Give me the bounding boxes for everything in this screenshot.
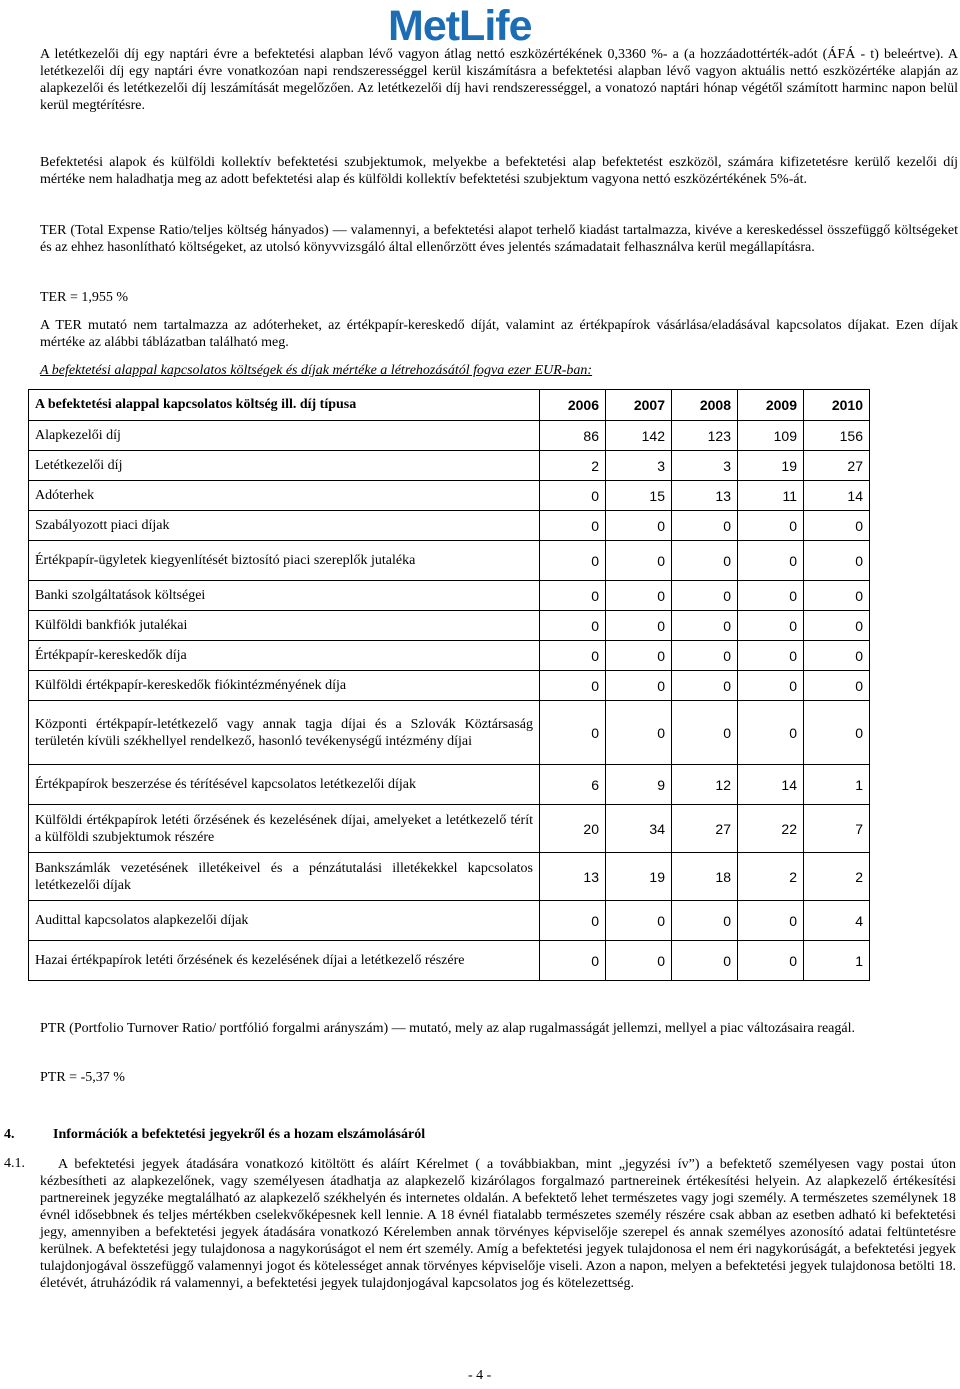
row-value: 9 — [606, 765, 672, 805]
row-value: 0 — [606, 641, 672, 671]
table-row — [29, 701, 870, 765]
row-value: 109 — [738, 421, 804, 451]
row-value: 0 — [672, 701, 738, 765]
row-label: Értékpapír-kereskedők díja — [29, 641, 540, 671]
row-value: 0 — [606, 701, 672, 765]
row-value: 0 — [672, 581, 738, 611]
row-value: 7 — [804, 805, 870, 853]
row-value: 0 — [804, 701, 870, 765]
table-row — [29, 481, 870, 511]
table-row — [29, 451, 870, 481]
table-row — [29, 581, 870, 611]
row-value: 0 — [540, 671, 606, 701]
row-value: 0 — [672, 541, 738, 581]
row-label: Alapkezelői díj — [29, 421, 540, 451]
page-number: - 4 - — [468, 1368, 492, 1383]
row-value: 0 — [606, 541, 672, 581]
row-value: 0 — [738, 541, 804, 581]
row-label: Szabályozott piaci díjak — [29, 511, 540, 541]
row-value: 34 — [606, 805, 672, 853]
table-row — [29, 611, 870, 641]
row-value: 3 — [672, 451, 738, 481]
row-value: 0 — [540, 701, 606, 765]
row-value: 14 — [804, 481, 870, 511]
table-header-row — [29, 390, 870, 421]
row-value: 0 — [804, 541, 870, 581]
row-value: 19 — [738, 451, 804, 481]
row-value: 0 — [540, 901, 606, 941]
table-row — [29, 671, 870, 701]
year-header: 2007 — [606, 390, 672, 421]
row-value: 0 — [606, 611, 672, 641]
table-row — [29, 641, 870, 671]
paragraph-ptr-definition: PTR (Portfolio Turnover Ratio/ portfólió forgalmi arányszám) — mutató, mely az alap rugalmasságát jellemzi, mellyel a piac változásaira reagál. — [40, 1021, 856, 1036]
row-value: 0 — [540, 511, 606, 541]
row-value: 27 — [804, 451, 870, 481]
section-4-title: Információk a befektetési jegyekről és a hozam elszámolásáról — [53, 1127, 426, 1142]
table-row — [29, 941, 870, 981]
row-value: 0 — [804, 671, 870, 701]
ptr-value: PTR = -5,37 % — [40, 1070, 125, 1085]
row-label: Külföldi bankfiók jutalékai — [29, 611, 540, 641]
ter-value: TER = 1,955 % — [40, 290, 128, 305]
section-4-1-text: A befektetési jegyek átadására vonatkozó kitöltött és aláírt Kérelmet ( a továbbiakban, mint „jegyzési ív”) a befektető személyesen vagy postai úton kézbesítheti az alapkezelőnek, vagy személyesen átadhatja az alapkezelő kizárólagos forgalmazó partnereinek értékesítési helyein. Az alapkezelő értékesítési partnereinek jegyzéke megtalálható az alapkezelő székhelyén és internetes oldalán. A befektető lehet természetes vagy jogi személy. A természetes személynek 18 évnél idősebbnek és teljes mértékben cselekvőképesnek kell lennie. A 18 évnél fiatalabb természetes személy részére csak abban az esetben adható ki befektetési jegy, amennyiben a befektetési jegyek átadására vonatkozó Kérelemben annak törvényes képviselője szerepel és annak személyes azonosító adatai feltüntetésre kerülnek. A befektetési jegy tulajdonosa a nagykorúságot el nem ért személy. Amíg a befektetési jegyek tulajdonosa el nem éri nagykorúságát, a befektetési jegyek tulajdonjogával összefüggő valamennyi jogot és kötelességet annak törvényes képviselője viseli. Azon a napon, melyen a befektetési jegyek tulajdonosa betölti 18. életévét, átruházódik rá valamennyi, a befektetési jegyek tulajdonjogával kapcsolatos jog és kötelezettség. — [40, 1157, 956, 1291]
metlife-logo: MetLife — [388, 2, 532, 50]
row-value: 86 — [540, 421, 606, 451]
row-value: 22 — [738, 805, 804, 853]
row-value: 0 — [606, 511, 672, 541]
row-value: 0 — [672, 901, 738, 941]
row-value: 1 — [804, 941, 870, 981]
row-value: 2 — [804, 853, 870, 901]
table-row — [29, 765, 870, 805]
row-value: 18 — [672, 853, 738, 901]
row-value: 0 — [540, 611, 606, 641]
row-value: 0 — [738, 701, 804, 765]
row-value: 0 — [804, 581, 870, 611]
row-value: 0 — [804, 641, 870, 671]
row-value: 0 — [606, 671, 672, 701]
row-value: 0 — [540, 541, 606, 581]
paragraph-ter-note: A TER mutató nem tartalmazza az adóterheket, az értékpapír-kereskedő díját, valamint az értékpapírok vásárlása/eladásával kapcsolatos díjakat. Ezen díjak mértéke az alábbi táblázatban található meg. — [40, 318, 958, 350]
fees-table — [28, 389, 870, 981]
row-value: 1 — [804, 765, 870, 805]
section-4-number: 4. — [4, 1127, 15, 1142]
table-row — [29, 805, 870, 853]
row-label: Bankszámlák vezetésének illetékeivel és a pénzátutalási illetékekkel kapcsolatos letétkezelői díjak — [29, 853, 540, 901]
row-value: 2 — [738, 853, 804, 901]
row-value: 0 — [804, 611, 870, 641]
row-value: 0 — [672, 671, 738, 701]
table-caption: A befektetési alappal kapcsolatos költségek és díjak mértéke a létrehozásától fogva ezer EUR-ban: — [40, 363, 593, 378]
row-value: 0 — [738, 511, 804, 541]
row-label: Értékpapír-ügyletek kiegyenlítését biztosító piaci szereplők jutaléka — [29, 541, 540, 581]
year-header: 2008 — [672, 390, 738, 421]
year-header: 2006 — [540, 390, 606, 421]
row-value: 0 — [738, 671, 804, 701]
table-row — [29, 541, 870, 581]
row-value: 6 — [540, 765, 606, 805]
row-value: 142 — [606, 421, 672, 451]
row-label: Külföldi értékpapír-kereskedők fiókintézményének díja — [29, 671, 540, 701]
row-value: 13 — [672, 481, 738, 511]
row-value: 0 — [738, 941, 804, 981]
paragraph-fund-fee-limit: Befektetési alapok és külföldi kollektív befektetési szubjektumok, melyekbe a befektetési alap befektetést eszközöl, számára kifizetetésre kerülő kezelői díj mértéke nem haladhatja meg az adott befektetési alap és külföldi kollektív befektetési szubjektum vagyona nettó eszközértékének 5%-át. — [40, 155, 958, 187]
row-value: 3 — [606, 451, 672, 481]
year-header: 2009 — [738, 390, 804, 421]
row-value: 2 — [540, 451, 606, 481]
table-header-label: A befektetési alappal kapcsolatos költség ill. díj típusa — [29, 390, 540, 421]
row-label: Központi értékpapír-letétkezelő vagy annak tagja díjai és a Szlovák Köztársaság területén kívüli székhellyel rendelkező, hasonló tevékenységű intézmény díjai — [29, 701, 540, 765]
paragraph-custody-fee: A letétkezelői díj egy naptári évre a befektetési alapban lévő vagyon átlag nettó eszközértékének 0,3360 %- a (a hozzáadottérték-adót (ÁFÁ - t) beleértve). A letétkezelői díj egy naptári évre vonatkozóan napi rendszerességgel kerül kiszámításra a befektetési alapban lévő vagyon aktuális nettó eszközértéke alapján az alapkezelői és letétkezelői díj leszámítását megelőzően. Az letétkezelői díj havi rendszerességgel, a vonatozó naptári hónap végétől számított harminc napon belül kerül megtérítésre. — [40, 47, 958, 113]
row-label: Letétkezelői díj — [29, 451, 540, 481]
row-value: 0 — [606, 581, 672, 611]
row-value: 19 — [606, 853, 672, 901]
row-value: 12 — [672, 765, 738, 805]
row-value: 0 — [540, 641, 606, 671]
row-value: 0 — [738, 901, 804, 941]
row-value: 14 — [738, 765, 804, 805]
row-value: 156 — [804, 421, 870, 451]
paragraph-ter-definition: TER (Total Expense Ratio/teljes költség hányados) — valamennyi, a befektetési alapot terhelő kiadást tartalmazza, kivéve a kereskedéssel összefüggő költségeket és az ehhez hasonlítható költségeket, az utolsó könyvvizsgáló által ellenőrzött éves jelentés számadatait felhasználva kerül megállapításra. — [40, 223, 958, 255]
section-4-1-number: 4.1. — [4, 1156, 25, 1171]
row-label: Banki szolgáltatások költségei — [29, 581, 540, 611]
row-value: 0 — [540, 481, 606, 511]
row-value: 123 — [672, 421, 738, 451]
row-label: Értékpapírok beszerzése és térítésével kapcsolatos letétkezelői díjak — [29, 765, 540, 805]
row-value: 0 — [672, 511, 738, 541]
row-value: 0 — [606, 901, 672, 941]
row-value: 0 — [738, 581, 804, 611]
row-value: 27 — [672, 805, 738, 853]
row-value: 0 — [672, 641, 738, 671]
row-value: 0 — [738, 641, 804, 671]
table-row — [29, 421, 870, 451]
row-label: Adóterhek — [29, 481, 540, 511]
row-value: 13 — [540, 853, 606, 901]
row-label: Külföldi értékpapírok letéti őrzésének és kezelésének díjai, amelyeket a letétkezelő térít a külföldi szubjektumok részére — [29, 805, 540, 853]
table-row — [29, 511, 870, 541]
row-value: 0 — [738, 611, 804, 641]
row-value: 0 — [606, 941, 672, 981]
row-value: 0 — [540, 581, 606, 611]
row-value: 0 — [804, 511, 870, 541]
row-value: 0 — [672, 941, 738, 981]
table-row — [29, 901, 870, 941]
row-value: 15 — [606, 481, 672, 511]
row-label: Audittal kapcsolatos alapkezelői díjak — [29, 901, 540, 941]
row-value: 4 — [804, 901, 870, 941]
row-value: 11 — [738, 481, 804, 511]
row-label: Hazai értékpapírok letéti őrzésének és kezelésének díjai a letétkezelő részére — [29, 941, 540, 981]
table-row — [29, 853, 870, 901]
row-value: 20 — [540, 805, 606, 853]
row-value: 0 — [672, 611, 738, 641]
year-header: 2010 — [804, 390, 870, 421]
row-value: 0 — [540, 941, 606, 981]
